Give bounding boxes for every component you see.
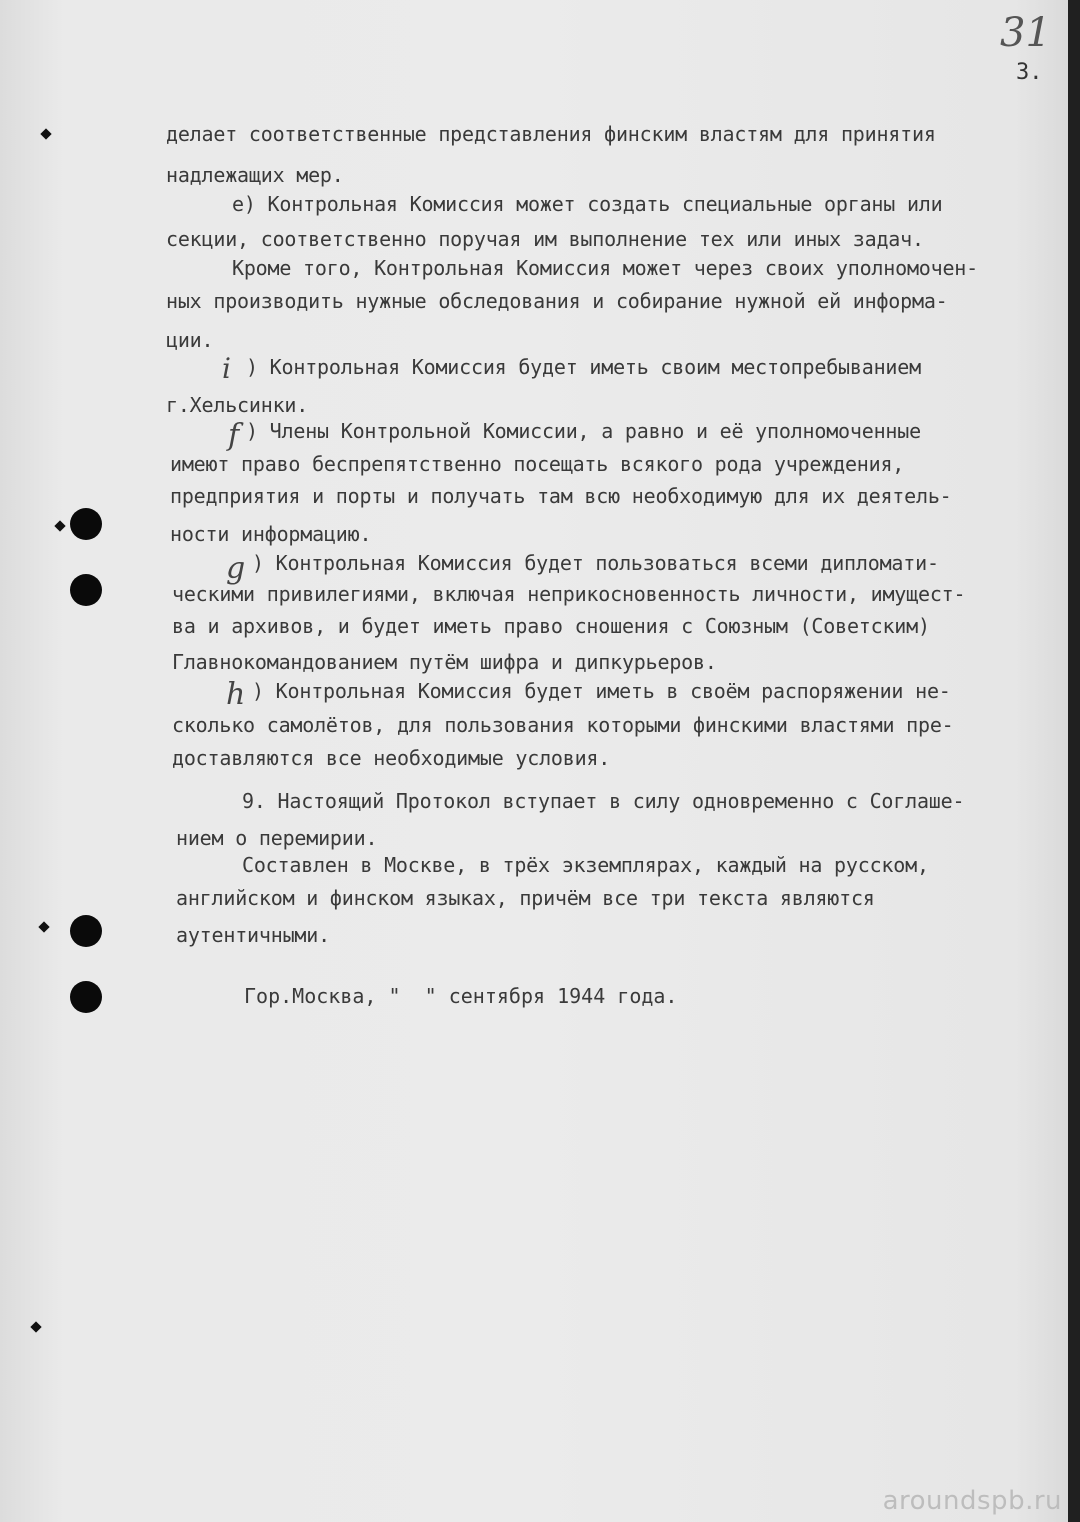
text-line: ва и архивов, и будет иметь право сношения с Союзным (Советским)	[172, 614, 930, 638]
folio-number: 31	[1000, 10, 1051, 56]
text-line: г.Хельсинки.	[166, 393, 309, 417]
text-line: ности информацию.	[170, 522, 372, 546]
text-line: аутентичными.	[176, 923, 330, 947]
text-line: Составлен в Москве, в трёх экземплярах, каждый на русском,	[242, 853, 929, 877]
text-line: имеют право беспрепятственно посещать всякого рода учреждения,	[170, 452, 905, 476]
punch-hole	[70, 915, 102, 947]
punch-hole	[70, 508, 102, 540]
watermark: aroundspb.ru	[882, 1486, 1062, 1516]
handwritten-letter-f: f	[228, 418, 239, 453]
text-line: ции.	[166, 328, 214, 352]
text-line: ) Контрольная Комиссия будет иметь в своём распоряжении не-	[252, 679, 951, 703]
punch-hole	[70, 574, 102, 606]
scan-edge	[1068, 0, 1080, 1522]
text-line: надлежащих мер.	[166, 163, 344, 187]
text-line: нием о перемирии.	[176, 826, 378, 850]
text-line: 9. Настоящий Протокол вступает в силу одновременно с Соглаше-	[242, 789, 965, 813]
text-line: доставляются все необходимые условия.	[172, 746, 611, 770]
text-line: ческими привилегиями, включая неприкосновенность личности, имущест-	[172, 582, 966, 606]
punch-hole	[70, 981, 102, 1013]
text-line: сколько самолётов, для пользования которыми финскими властями пре-	[172, 713, 954, 737]
text-line: делает соответственные представления финским властям для принятия	[166, 122, 936, 146]
text-line: ) Члены Контрольной Комиссии, а равно и её уполномоченные	[246, 419, 921, 443]
handwritten-letter-g: g	[226, 551, 246, 586]
text-line: английском и финском языках, причём все три текста являются	[176, 886, 875, 910]
text-line: секции, соответственно поручая им выполнение тех или иных задач.	[166, 227, 924, 251]
text-line: ) Контрольная Комиссия будет иметь своим местопребыванием	[246, 355, 921, 379]
text-line: ных производить нужные обследования и собирание нужной ей информа-	[166, 289, 948, 313]
text-line: ) Контрольная Комиссия будет пользоваться всеми дипломати-	[252, 551, 939, 575]
handwritten-letter-h: h	[226, 677, 246, 712]
page-number: 3.	[1016, 60, 1043, 85]
text-line: Кроме того, Контрольная Комиссия может через своих уполномочен-	[232, 256, 978, 280]
place-date-line: Гор.Москва, " " сентября 1944 года.	[244, 984, 678, 1008]
text-line: Главнокомандованием путём шифра и дипкурьеров.	[172, 650, 717, 674]
text-line: е) Контрольная Комиссия может создать специальные органы или	[232, 192, 943, 216]
text-line: предприятия и порты и получать там всю необходимую для их деятель-	[170, 484, 952, 508]
handwritten-letter-i: i	[222, 352, 231, 385]
